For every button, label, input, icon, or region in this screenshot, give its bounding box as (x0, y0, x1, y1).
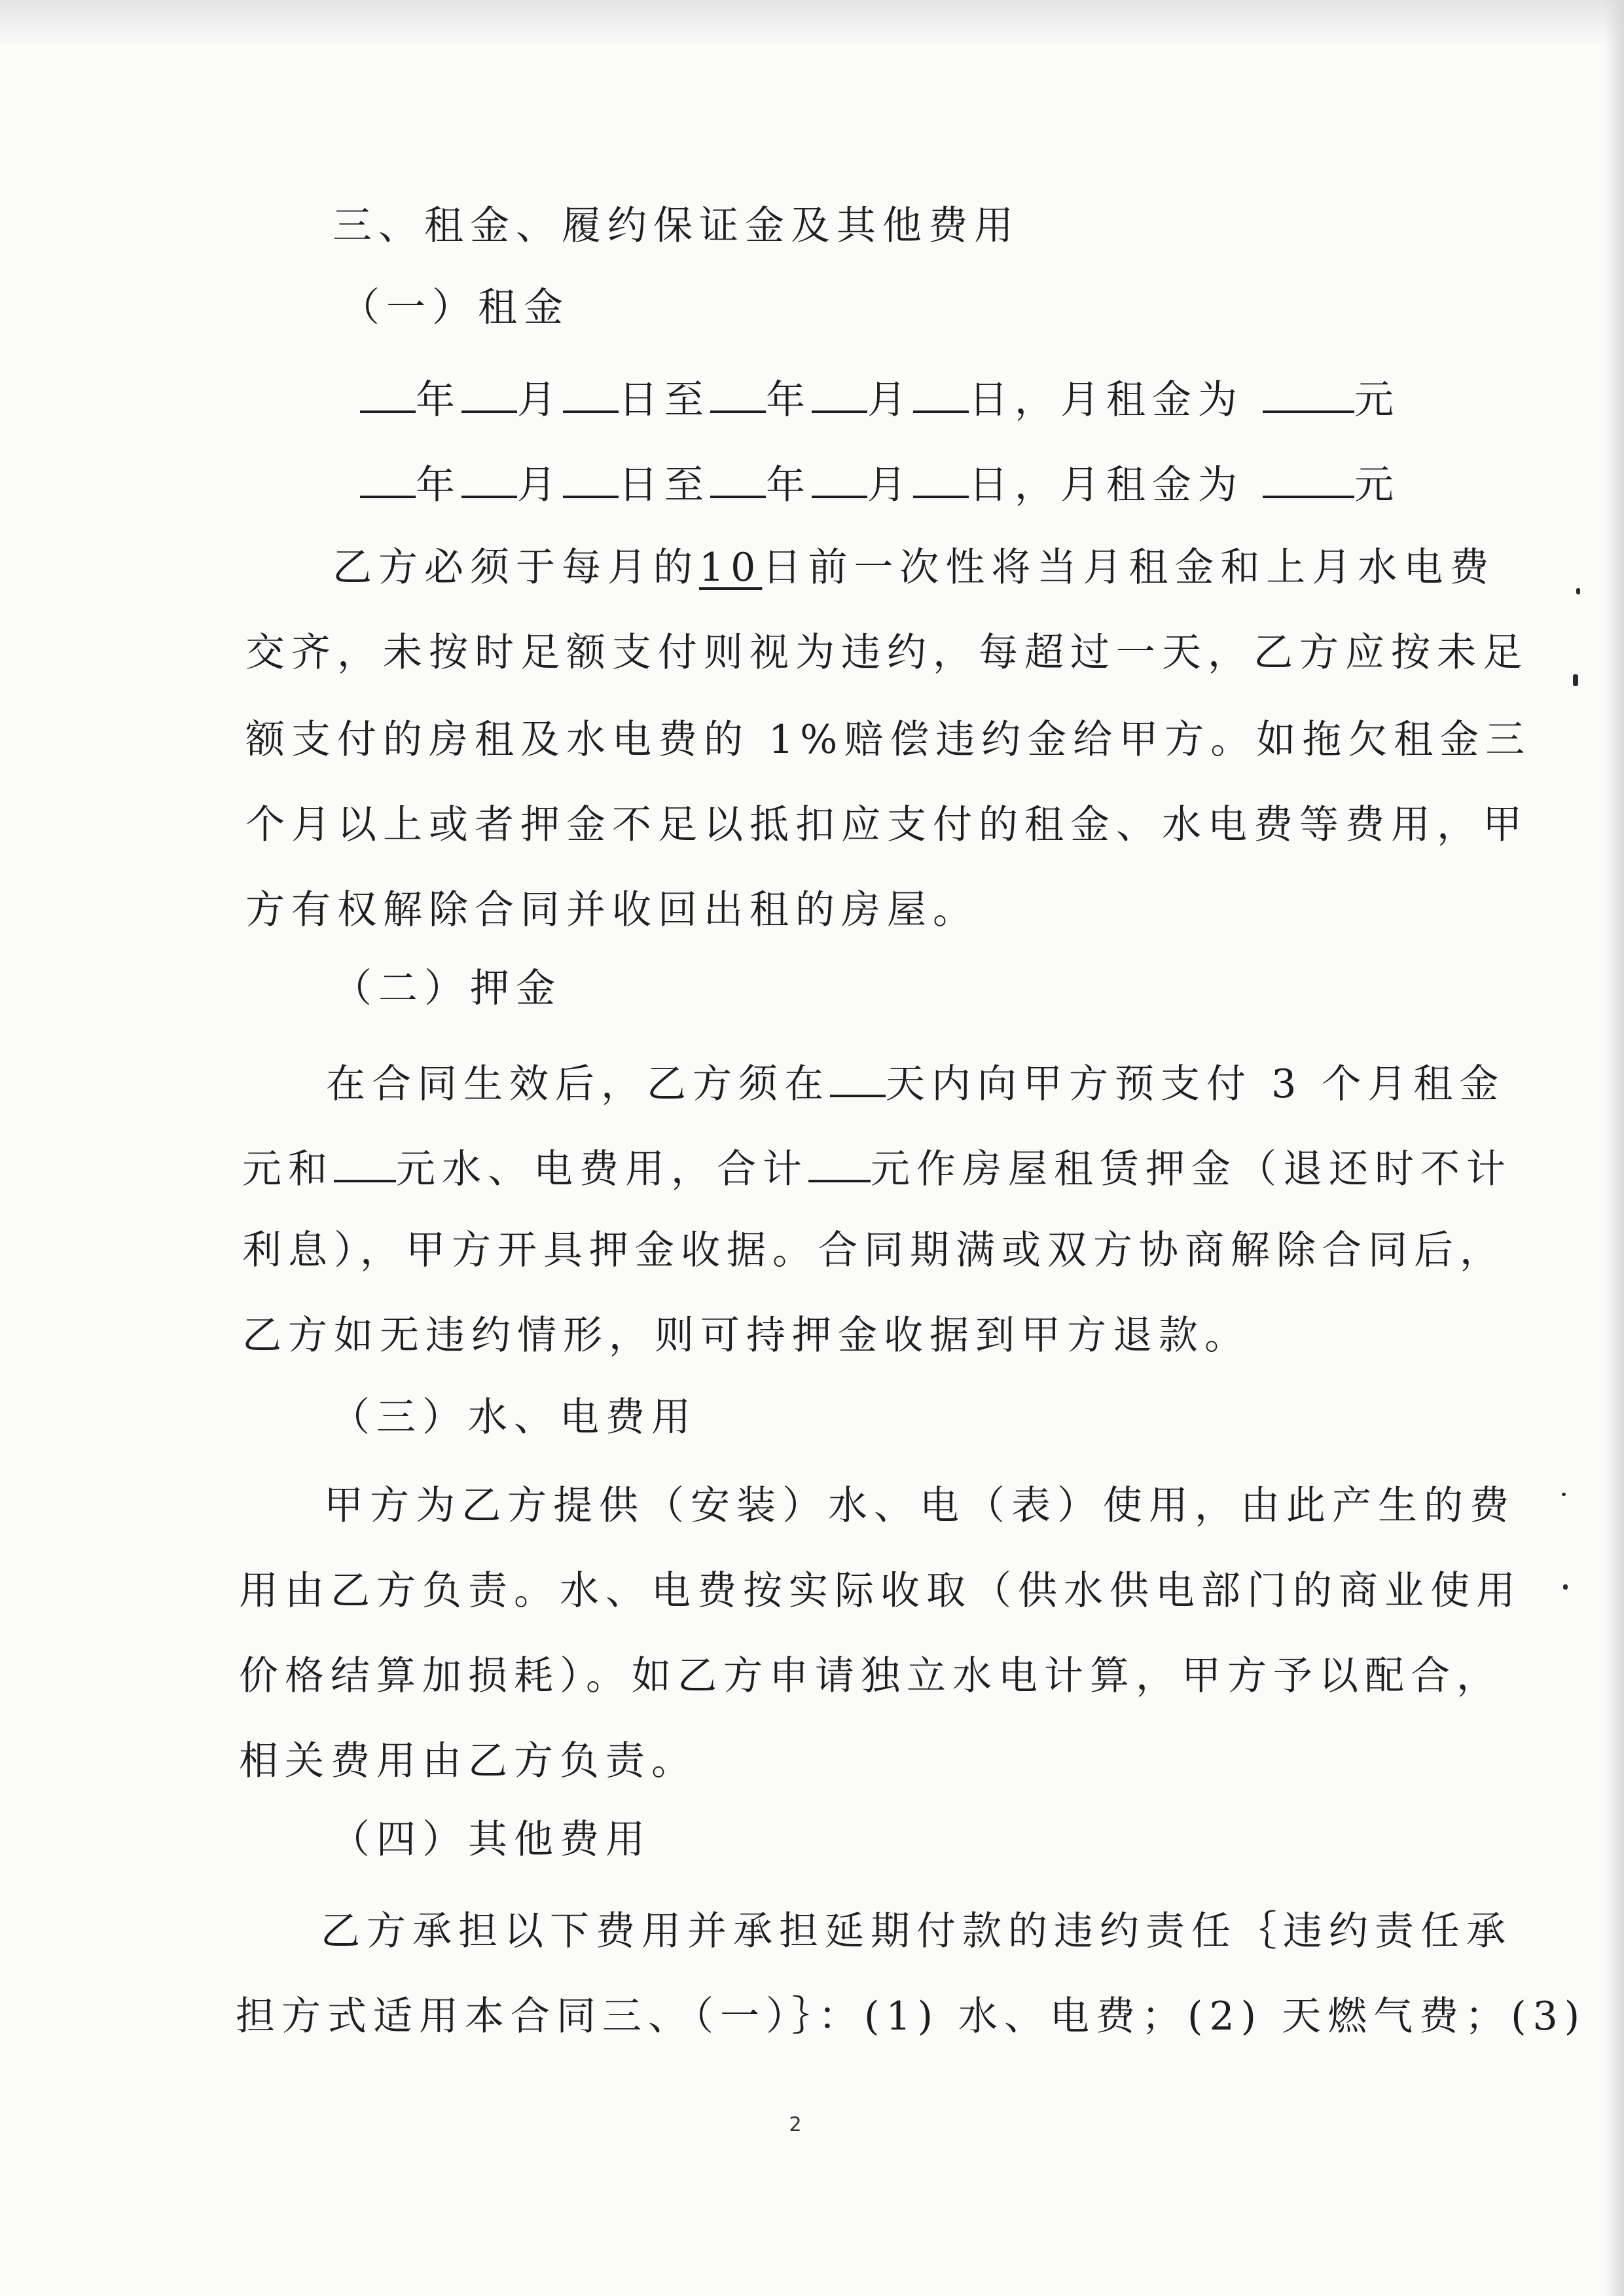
blank[interactable] (360, 370, 416, 413)
rent-para-line-2: 交齐，未按时足额支付则视为违约，每超过一天，乙方应按未足 (245, 630, 1528, 676)
days-blank[interactable] (830, 1054, 886, 1097)
blank[interactable] (913, 455, 969, 498)
rent-para-line-3: 额支付的房租及水电费的 1%赔偿违约金给甲方。如拖欠租金三 (245, 717, 1532, 763)
total-deposit-blank[interactable] (808, 1139, 871, 1182)
blank[interactable] (710, 370, 766, 413)
utilities-line-2: 用由乙方负责。水、电费按实际收取（供水供电部门的商业使用 (239, 1568, 1522, 1614)
blank[interactable] (461, 370, 517, 413)
utilities-line-3: 价格结算加损耗）。如乙方申请独立水电计算，甲方予以配合， (239, 1653, 1502, 1699)
blank[interactable] (812, 370, 867, 413)
other-fees-heading: （四）其他费用 (331, 1817, 651, 1863)
blank[interactable] (360, 455, 416, 498)
rent-para-line-1: 乙方必须于每月的10日前一次性将当月租金和上月水电费 (333, 545, 1496, 591)
payment-day: 10 (699, 545, 763, 591)
deposit-line-4: 乙方如无违约情形，则可持押金收据到甲方退款。 (242, 1313, 1250, 1358)
utilities-heading: （三）水、电费用 (331, 1394, 697, 1440)
rent-para-line-5: 方有权解除合同并收回出租的房屋。 (245, 887, 979, 933)
scan-speck (1562, 1493, 1566, 1496)
blank[interactable] (710, 455, 766, 498)
scan-shadow-top (0, 0, 1624, 46)
scan-speck (1576, 588, 1580, 594)
deposit-line-3: 利息），甲方开具押金收据。合同期满或双方协商解除合同后， (242, 1228, 1506, 1273)
blank[interactable] (563, 370, 619, 413)
blank[interactable] (461, 455, 517, 498)
rent-para-line-4: 个月以上或者押金不足以抵扣应支付的租金、水电费等费用，甲 (245, 802, 1528, 848)
utility-deposit-blank[interactable] (334, 1139, 396, 1182)
rent-amount-blank[interactable] (1263, 370, 1354, 413)
rent-period-line-1: 年 月 日至 年 月 日，月租金为 元 (360, 370, 1400, 426)
other-fees-line-2: 担方式适用本合同三、（一）｝：(1) 水、电费；(2) 天燃气费；(3) (236, 1994, 1587, 2039)
scan-speck (1573, 674, 1578, 686)
section-title: 三、租金、履约保证金及其他费用 (333, 203, 1020, 249)
scan-speck (1563, 1584, 1568, 1590)
other-fees-line-1: 乙方承担以下费用并承担延期付款的违约责任｛违约责任承 (321, 1908, 1512, 1954)
page-number: 2 (789, 2113, 802, 2136)
rent-heading: （一）租金 (340, 285, 569, 331)
blank[interactable] (563, 455, 619, 498)
rent-period-line-2: 年 月 日至 年 月 日，月租金为 元 (360, 455, 1400, 511)
scan-shadow-right (1604, 0, 1624, 2296)
deposit-line-2: 元和 元水、电费用，合计 元作房屋租赁押金（退还时不计 (242, 1139, 1512, 1195)
deposit-heading: （二）押金 (333, 966, 562, 1011)
blank[interactable] (913, 370, 969, 413)
blank[interactable] (812, 455, 867, 498)
utilities-line-4: 相关费用由乙方负责。 (239, 1738, 697, 1784)
rent-amount-blank[interactable] (1263, 455, 1354, 498)
utilities-line-1: 甲方为乙方提供（安装）水、电（表）使用，由此产生的费 (324, 1483, 1515, 1529)
deposit-line-1: 在合同生效后，乙方须在 天内向甲方预支付 3 个月租金 (326, 1054, 1505, 1110)
